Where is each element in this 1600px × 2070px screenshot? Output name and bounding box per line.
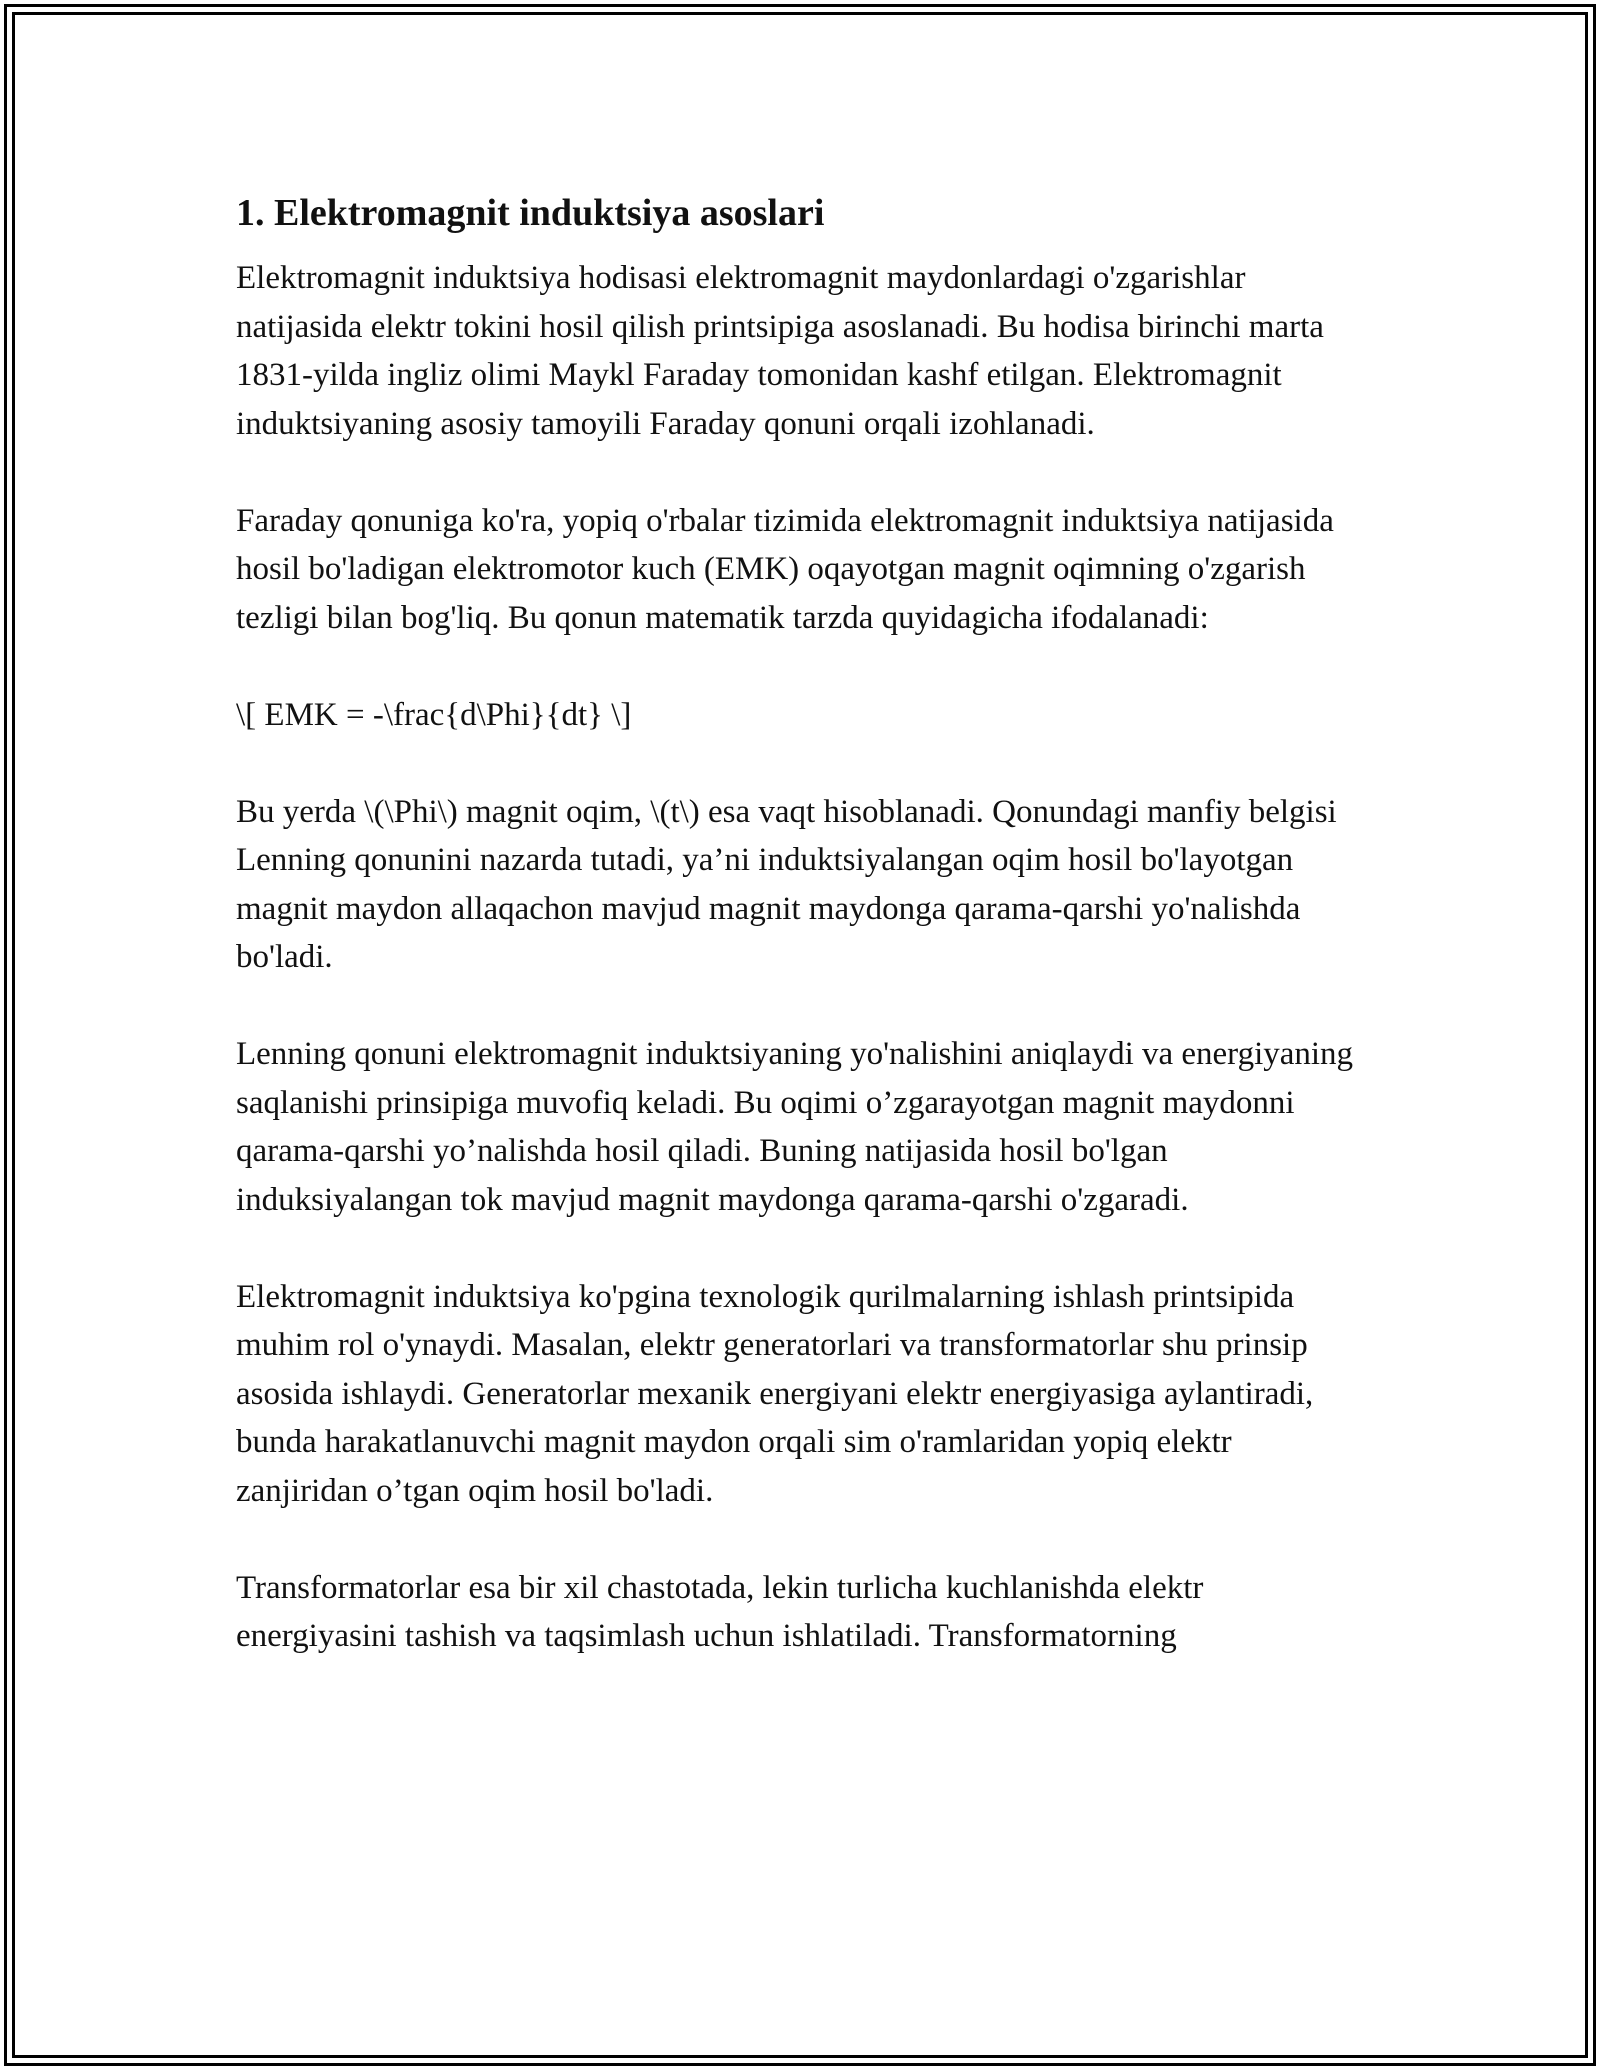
- paragraph-intro: Elektromagnit induktsiya hodisasi elektromagnit maydonlardagi o'zgarishlar natijasida elektr tokini hosil qilish printsipiga asoslanadi. Bu hodisa birinchi marta 1831-yilda ingliz olimi Maykl Faraday tomonidan kashf etilgan. Elektromagnit induktsiyaning asosiy tamoyili Faraday qonuni orqali izohlanadi.: [236, 260, 1324, 442]
- paragraph-faraday-law: Faraday qonuniga ko'ra, yopiq o'rbalar tizimida elektromagnit induktsiya natijasida hosil bo'ladigan elektromotor kuch (EMK) oqayotgan magnit oqimning o'zgarish tezligi bilan bog'liq. Bu qonun matematik tarzda quyidagicha ifodalanadi:: [236, 502, 1334, 636]
- paragraph-formula-explanation: Bu yerda \(\Phi\) magnit oqim, \(t\) esa vaqt hisoblanadi. Qonundagi manfiy belgisi Lenning qonunini nazarda tutadi, ya’ni induktsiyalangan oqim hosil bo'layotgan magnit maydon allaqachon mavjud magnit maydonga qarama-qarshi yo'nalishda bo'ladi.: [236, 793, 1337, 975]
- paragraph-applications: Elektromagnit induktsiya ko'pgina texnologik qurilmalarning ishlash printsipida muhim rol o'ynaydi. Masalan, elektr generatorlari va transformatorlar shu prinsip asosida ishlaydi. Generatorlar mexanik energiyani elektr energiyasiga aylantiradi, bunda harakatlanuvchi magnit maydon orqali sim o'ramlaridan yopiq elektr zanjiridan o’tgan oqim hosil bo'ladi.: [236, 1278, 1314, 1509]
- paragraph-transformers: Transformatorlar esa bir xil chastotada, lekin turlicha kuchlanishda elektr energiyasini tashish va taqsimlash uchun ishlatiladi. Transformatorning: [236, 1569, 1204, 1654]
- document-body: [236, 186, 1366, 1709]
- paragraph-lenz-law: Lenning qonuni elektromagnit induktsiyaning yo'nalishini aniqlaydi va energiyaning saqlanishi prinsipiga muvofiq keladi. Bu oqimi o’zgarayotgan magnit maydonni qarama-qarshi yo’nalishda hosil qiladi. Buning natijasida hosil bo'lgan induksiyalangan tok mavjud magnit maydonga qarama-qarshi o'zgaradi.: [236, 1036, 1354, 1218]
- paragraph-formula: \[ EMK = -\frac{d\Phi}{dt} \]: [236, 696, 632, 733]
- section-heading: 1. Elektromagnit induktsiya asoslari: [236, 192, 825, 234]
